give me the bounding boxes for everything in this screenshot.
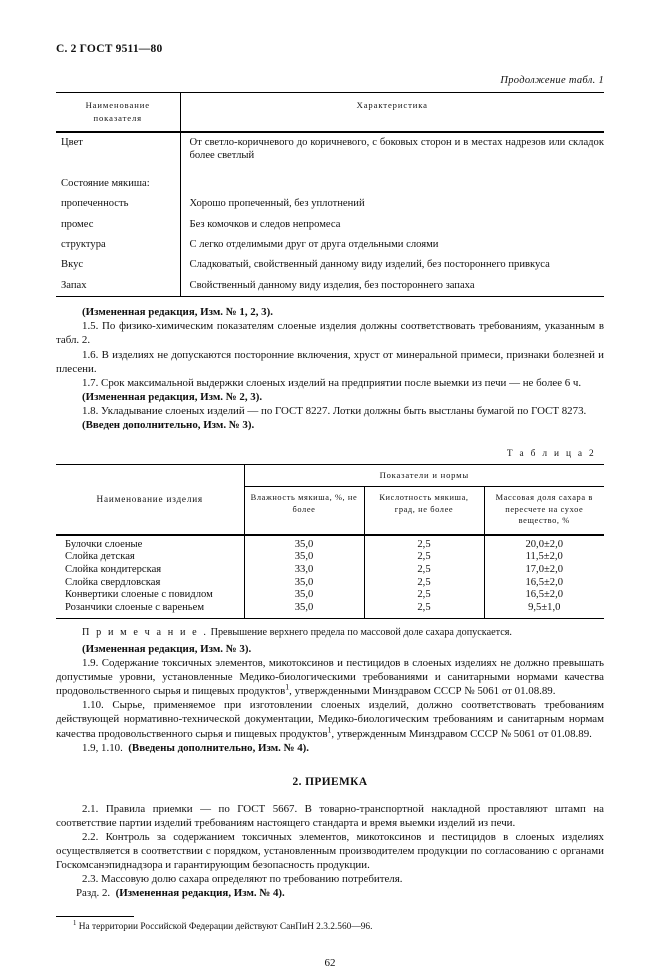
table-2-row0-acidity: 2,5 bbox=[364, 535, 484, 552]
paragraph-1-9-tail: , утвержденными Минздравом СССР № 5061 от 01.08.89. bbox=[289, 685, 556, 698]
table-row bbox=[56, 276, 604, 297]
paragraph-1-5: 1.5. По физико-химическим показателям слоеные изделия должны соответствовать требованиям, указанным в табл. 2. bbox=[56, 320, 604, 347]
table-1-header-row bbox=[56, 93, 604, 133]
table-2-span-header-row bbox=[56, 465, 604, 487]
table-2-row2-name: Слойка кондитерская bbox=[65, 564, 162, 576]
table-1-name-color: Цвет bbox=[61, 137, 83, 148]
table-2-row3-moisture: 35,0 bbox=[244, 577, 364, 590]
addition-note-4-prefix: 1.9, 1.10. bbox=[82, 741, 123, 754]
table-1-value-crumb-state bbox=[180, 174, 604, 194]
table-1-value-color bbox=[180, 132, 604, 167]
table-1-value-smell: Свойственный данному виду изделия, без постороннего запаха bbox=[180, 276, 604, 297]
table-1-name-smell: Запах bbox=[56, 276, 180, 297]
spacer-cell-left bbox=[56, 167, 180, 174]
paragraph-2-2: 2.2. Контроль за содержанием токсичных элементов, микотоксинов и пестицидов в слоеных изделиях осуществляется в соответствии с порядком, установленным производителем продукции по согласованию с органами Госкомсанэпиднадзора и гарантирующим безопасность продукции. bbox=[56, 830, 604, 872]
table-2-header-indicators: Показатели и нормы bbox=[244, 465, 604, 487]
table-1-value-bakedness: Хорошо пропеченный, без уплотнений bbox=[180, 194, 604, 214]
table-1-header-name-line2: показателя bbox=[93, 112, 143, 123]
table-1-header-name bbox=[56, 93, 180, 133]
table-1-name-bakedness: пропеченность bbox=[61, 198, 129, 210]
paragraph-1-6: 1.6. В изделиях не допускаются посторонние включения, хруст от минеральной примеси, признаки болезней и плесени. bbox=[56, 348, 604, 375]
table-1 bbox=[56, 92, 604, 297]
table-row bbox=[56, 132, 604, 167]
table-1-name-crumb-state: Состояние мякиша: bbox=[61, 177, 150, 189]
footnote-text: На территории Российской Федерации действуют СанПиН 2.3.2.560—96. bbox=[78, 922, 373, 933]
table-2-row1-name: Слойка детская bbox=[65, 551, 135, 563]
table-row bbox=[56, 174, 604, 194]
table1-continuation-label: Продолжение табл. 1 bbox=[500, 75, 604, 86]
table-2-note bbox=[56, 626, 604, 640]
table-1-name-mixing: промес bbox=[61, 218, 94, 230]
table-1-value-taste: Сладковатый, свойственный данному виду изделий, без постороннего привкуса bbox=[180, 255, 604, 275]
paragraph-1-8: 1.8. Укладывание слоеных изделий — по ГОСТ 8227. Лотки должны быть выстланы бумагой по ГОСТ 8273. bbox=[82, 404, 587, 417]
addition-note-3: (Введен дополнительно, Изм. № 3). bbox=[82, 419, 255, 431]
addition-note-4: (Введены дополнительно, Изм. № 4). bbox=[128, 741, 310, 754]
razd2-revision-note: (Измененная редакция, Изм. № 4). bbox=[115, 887, 285, 900]
paragraph-1-10 bbox=[56, 698, 604, 740]
page-number: 62 bbox=[324, 957, 336, 969]
table-row bbox=[56, 564, 604, 577]
table-2-row3-name: Слойка свердловская bbox=[65, 576, 161, 588]
paragraph-1-7: 1.7. Срок максимальной выдержки слоеных изделий на предприятии после выемки из печи — не более 6 ч. bbox=[82, 376, 582, 389]
table-1-value-structure: С легко отделимыми друг от друга отдельными слоями bbox=[180, 235, 604, 255]
table-1-header-name-line1: Наименование bbox=[85, 100, 150, 110]
table-2-row5-acidity: 2,5 bbox=[364, 602, 484, 619]
table-2-row4-moisture: 35,0 bbox=[244, 589, 364, 602]
table-2-header-sugar-line1: Массовая доля сахара в bbox=[495, 493, 593, 503]
table-2-header-product-name: Наименование изделия bbox=[56, 465, 244, 535]
paragraph-2-3: 2.3. Массовую долю сахара определяют по требованию потребителя. bbox=[82, 873, 403, 886]
table-2-row5-moisture: 35,0 bbox=[244, 602, 364, 619]
table-1-value-mixing: Без комочков и следов непромеса bbox=[180, 215, 604, 235]
table-2-header-acidity bbox=[364, 487, 484, 535]
table-2-header-moisture-line2: более bbox=[292, 504, 316, 514]
razd2-prefix: Разд. 2. bbox=[76, 887, 111, 900]
paragraph-1-9 bbox=[56, 656, 604, 698]
table-2-row2-moisture: 33,0 bbox=[244, 564, 364, 577]
revision-note-1-2-3: (Измененная редакция, Изм. № 1, 2, 3). bbox=[82, 306, 273, 319]
table-2-note-text: Превышение верхнего предела по массовой доле сахара допускается. bbox=[210, 627, 512, 639]
table-1-name-taste: Вкус bbox=[61, 259, 84, 271]
footnote-1 bbox=[56, 921, 604, 933]
razd2-revision-line bbox=[56, 886, 604, 900]
table-2-row1-acidity: 2,5 bbox=[364, 551, 484, 564]
revision-note-2-3: (Измененная редакция, Изм. № 2, 3). bbox=[82, 390, 263, 403]
footnote-ref-1: 1 bbox=[285, 682, 290, 692]
table-2-header-moisture bbox=[244, 487, 364, 535]
table-2-row3-acidity: 2,5 bbox=[364, 577, 484, 590]
paragraph-1-10-tail: , утвержденным Минздравом СССР № 5061 от 01.08.89. bbox=[331, 727, 592, 740]
running-head: С. 2 ГОСТ 9511—80 bbox=[56, 43, 163, 55]
paragraph-1-9-text: 1.9. Содержание токсичных элементов, микотоксинов и пестицидов в слоеных изделиях не должно превышать допустимые уровни, установленные Медико-биологическими требованиями и санитарными нормами качества продовольственного сырья и пищевых продуктов bbox=[56, 657, 604, 698]
table-2-header-acidity-line2: град, не более bbox=[394, 504, 454, 514]
table-2-row2-acidity: 2,5 bbox=[364, 564, 484, 577]
footnote-separator bbox=[56, 916, 134, 917]
table-row bbox=[56, 535, 604, 552]
table-2-header-sugar bbox=[484, 487, 604, 535]
table-row-spacer bbox=[56, 167, 604, 174]
paragraph-1-10-text: 1.10. Сырье, применяемое при изготовлении слоеных изделий, должно соответствовать требованиям действующей нормативно-технической документации, Медико-биологическим требованиям и санитарным нормам качества продовольственного сырья и пищевых продуктов bbox=[56, 699, 604, 740]
table-2-row2-sugar: 17,0±2,0 bbox=[484, 564, 604, 577]
table-2-row4-acidity: 2,5 bbox=[364, 589, 484, 602]
table-2-note-label: П р и м е ч а н и е . bbox=[82, 627, 209, 639]
table-2-header-sugar-line2: пересчете на сухое bbox=[505, 504, 584, 514]
table-1-header-characteristic: Характеристика bbox=[180, 93, 604, 133]
table-1-name-structure: структура bbox=[61, 239, 106, 251]
page-content bbox=[56, 0, 604, 969]
table-2-row0-name: Булочки слоеные bbox=[65, 538, 143, 550]
table-row bbox=[56, 551, 604, 564]
spacer-cell-right bbox=[180, 167, 604, 174]
table-row bbox=[56, 215, 604, 235]
table-row bbox=[56, 602, 604, 619]
table-row bbox=[56, 255, 604, 275]
paragraph-2-1: 2.1. Правила приемки — по ГОСТ 5667. В товарно-транспортной накладной проставляют штамп на соответствие партии изделий требованиям настоящего стандарта и время выемки изделий из печи. bbox=[56, 802, 604, 829]
table-row bbox=[56, 194, 604, 214]
table-1-value-color-text: От светло-коричневого до коричневого, с боковых сторон и в местах надрезов или складок более светлый bbox=[189, 137, 604, 162]
footnote-ref-2: 1 bbox=[327, 724, 332, 734]
section-heading-2: 2. ПРИЕМКА bbox=[292, 775, 368, 788]
revision-note-3: (Измененная редакция, Изм. № 3). bbox=[82, 642, 252, 655]
table-2-row1-moisture: 35,0 bbox=[244, 551, 364, 564]
table-2-row5-name: Розанчики слоеные с вареньем bbox=[56, 602, 244, 619]
table-2-header-moisture-line1: Влажность мякиша, %, не bbox=[250, 493, 358, 503]
table-2-label: Т а б л и ц а 2 bbox=[506, 449, 596, 460]
addition-note-4-line bbox=[56, 741, 604, 755]
table-2-header-acidity-line1: Кислотность мякиша, bbox=[379, 493, 469, 503]
table-row bbox=[56, 235, 604, 255]
table-2-header-sugar-line3: вещество, % bbox=[518, 516, 570, 526]
table-2-row4-name: Конвертики слоеные с повидлом bbox=[65, 589, 213, 601]
table-2-row0-sugar: 20,0±2,0 bbox=[484, 535, 604, 552]
table-2-row0-moisture: 35,0 bbox=[244, 535, 364, 552]
table-row bbox=[56, 589, 604, 602]
table-2-row1-sugar: 11,5±2,0 bbox=[484, 551, 604, 564]
table-2-row5-sugar: 9,5±1,0 bbox=[484, 602, 604, 619]
footnote-marker: 1 bbox=[73, 920, 77, 928]
table-2-row4-sugar: 16,5±2,0 bbox=[484, 589, 604, 602]
table-2 bbox=[56, 464, 604, 619]
table-row bbox=[56, 577, 604, 590]
table-2-row3-sugar: 16,5±2,0 bbox=[484, 577, 604, 590]
